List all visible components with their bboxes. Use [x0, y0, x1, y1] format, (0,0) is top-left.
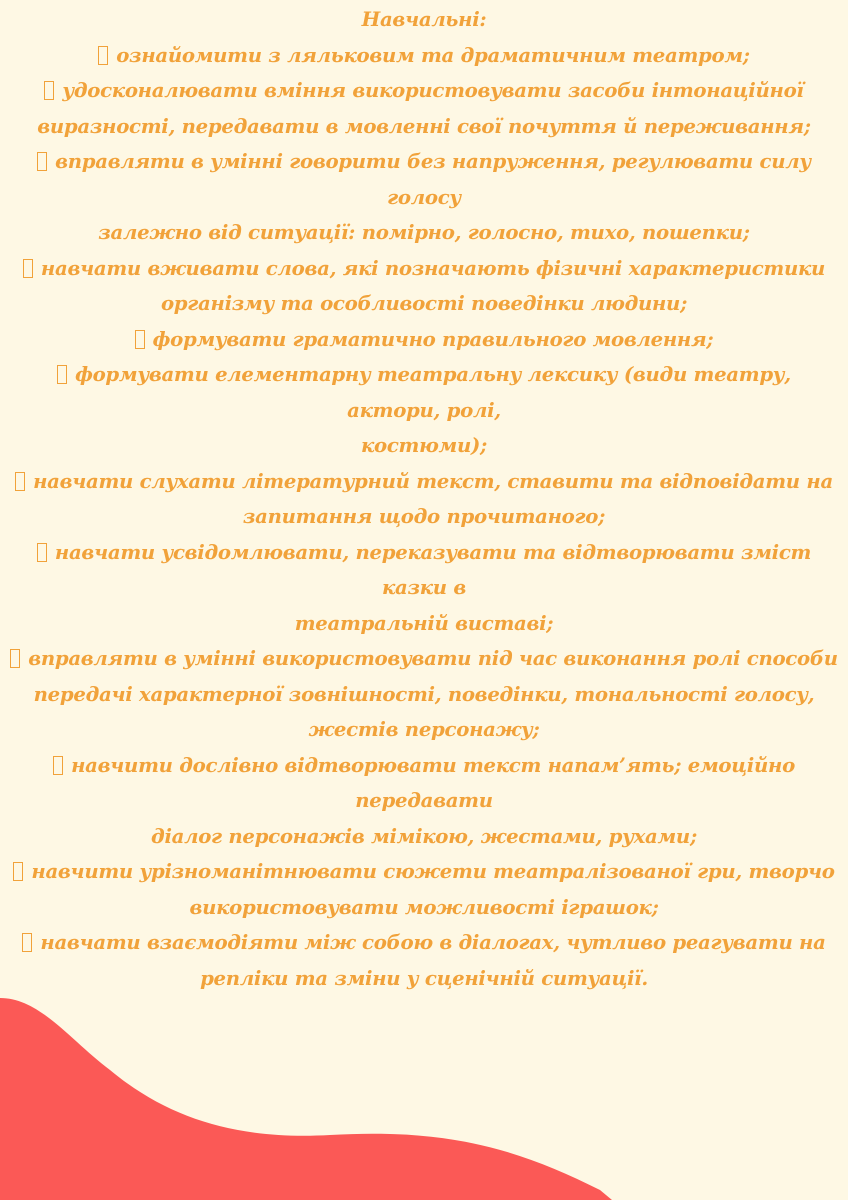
- bullet-text: залежно від ситуації: помірно, голосно, тихо, пошепки;: [98, 220, 750, 244]
- bullet-text: навчати слухати літературний текст, ставити та відповідати на: [33, 468, 833, 493]
- missing-glyph-box-icon: [22, 933, 32, 952]
- bullet-text: удосконалювати вміння використовувати засоби інтонаційної: [62, 78, 804, 102]
- bullet-item: [0, 73, 848, 109]
- bullet-text: голосу: [387, 184, 461, 209]
- bullet-text: формувати граматично правильного мовлення;: [152, 326, 714, 351]
- missing-glyph-box-icon: [15, 472, 25, 491]
- bullet-text: навчити дослівно відтворювати текст напам’ять; емоційно: [71, 752, 795, 777]
- bullet-text: передачі характерної зовнішності, поведінки, тональності голосу,: [33, 681, 815, 706]
- objectives-text: [0, 2, 848, 996]
- bullet-item: [0, 641, 848, 677]
- bullet-text: вправляти в умінні використовувати під час виконання ролі способи: [28, 646, 838, 670]
- missing-glyph-box-icon: [53, 756, 63, 775]
- bullet-text: виразності, передавати в мовленні свої почуття й переживання;: [37, 113, 811, 138]
- bullet-item: [0, 38, 848, 74]
- bullet-item-continuation: [0, 961, 848, 997]
- bullet-text: формувати елементарну театральну лексику (види театру,: [75, 362, 791, 386]
- wave-shape: [0, 998, 848, 1200]
- bullet-text: передавати: [355, 788, 493, 812]
- bullet-item-continuation: [0, 783, 848, 819]
- bullet-item-continuation: [0, 428, 848, 464]
- bullet-text: навчати взаємодіяти між собою в діалогах, чутливо реагувати на: [40, 930, 826, 954]
- bullet-item-continuation: [0, 393, 848, 429]
- bullet-text: запитання щодо прочитаного;: [242, 504, 606, 528]
- bullet-item: [0, 535, 848, 571]
- bullet-text: казки в: [381, 575, 467, 599]
- bullet-text: актори, ролі,: [347, 397, 501, 422]
- bullet-item-continuation: [0, 286, 848, 322]
- missing-glyph-box-icon: [57, 365, 67, 384]
- bullet-item: [0, 464, 848, 500]
- bullet-item-continuation: [0, 499, 848, 535]
- bullet-text: організму та особливості поведінки людини;: [160, 291, 688, 315]
- bullet-text: репліки та зміни у сценічній ситуації.: [200, 965, 648, 990]
- bullet-text: жестів персонажу;: [308, 717, 540, 741]
- bullet-item-continuation: [0, 677, 848, 713]
- bullet-item-continuation: [0, 109, 848, 145]
- missing-glyph-box-icon: [37, 152, 47, 171]
- bullet-text: діалог персонажів мімікою, жестами, рухами;: [151, 823, 697, 848]
- bullet-text: ознайомити з ляльковим та драматичним театром;: [116, 42, 750, 67]
- bullet-text: костюми);: [360, 433, 487, 457]
- bullet-text: використовувати можливості іграшок;: [189, 894, 659, 919]
- bullet-item: [0, 251, 848, 287]
- bullet-text: театральній виставі;: [294, 610, 554, 635]
- bullet-text: навчити урізноманітнювати сюжети театралізованої гри, творчо: [31, 859, 835, 883]
- bullet-text: навчати вживати слова, які позначають фізичні характеристики: [40, 255, 826, 280]
- bullet-item: [0, 854, 848, 890]
- missing-glyph-box-icon: [98, 46, 108, 65]
- bullet-item: [0, 322, 848, 358]
- bullet-item: [0, 925, 848, 961]
- heading: Навчальні:: [361, 7, 487, 31]
- bullet-item-continuation: [0, 712, 848, 748]
- missing-glyph-box-icon: [135, 330, 145, 349]
- bullet-item: [0, 357, 848, 393]
- missing-glyph-box-icon: [13, 862, 23, 881]
- missing-glyph-box-icon: [37, 543, 47, 562]
- bullet-item-continuation: [0, 180, 848, 216]
- missing-glyph-box-icon: [23, 259, 33, 278]
- bullet-item-continuation: [0, 215, 848, 251]
- bullet-item-continuation: [0, 890, 848, 926]
- bullet-item-continuation: [0, 570, 848, 606]
- bullet-item: [0, 748, 848, 784]
- bullet-item: [0, 144, 848, 180]
- missing-glyph-box-icon: [10, 649, 20, 668]
- bullet-text: навчати усвідомлювати, переказувати та відтворювати зміст: [54, 539, 812, 564]
- bullet-text: вправляти в умінні говорити без напруження, регулювати силу: [55, 149, 811, 173]
- missing-glyph-box-icon: [44, 81, 54, 100]
- bullet-item-continuation: [0, 819, 848, 855]
- bullet-item-continuation: [0, 606, 848, 642]
